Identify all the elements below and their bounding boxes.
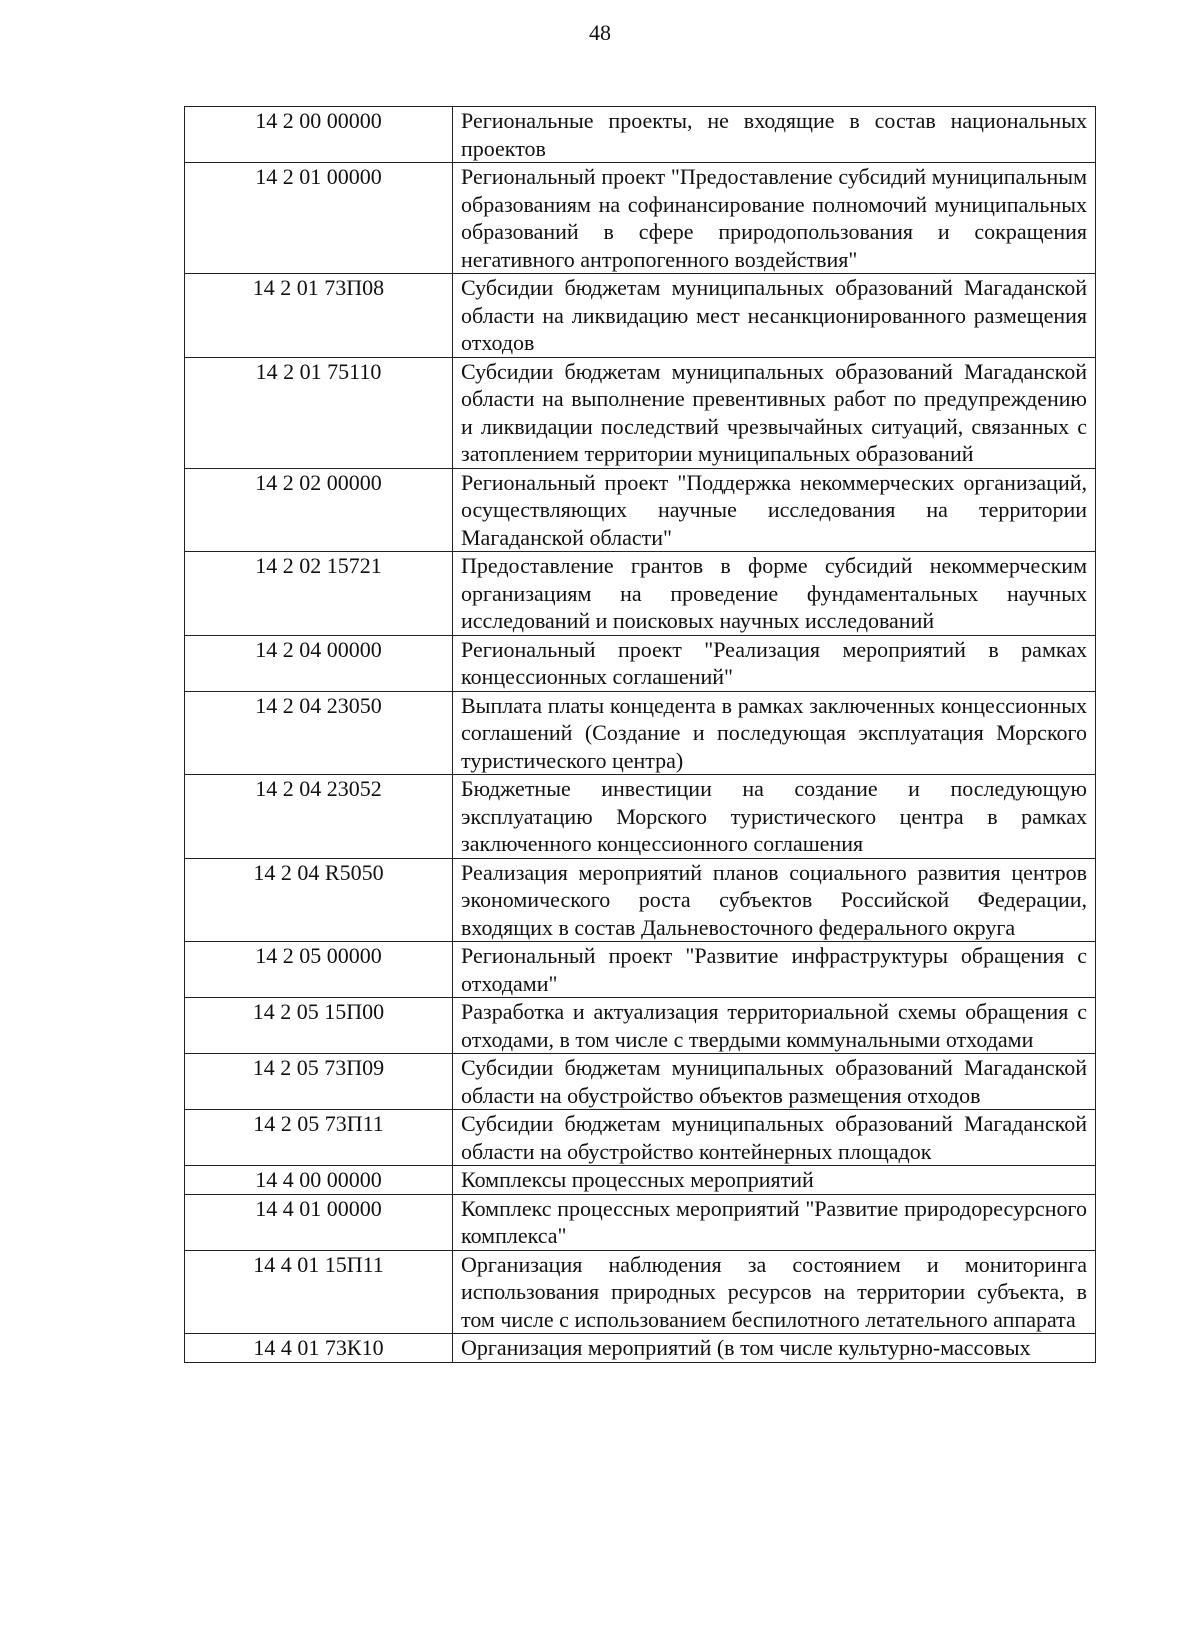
table-row <box>185 942 1096 998</box>
table-row <box>185 635 1096 691</box>
code-description: Субсидии бюджетам муниципальных образований Магаданской области на ликвидацию мест несанкционированного размещения отходов <box>453 274 1096 358</box>
classification-code: 14 2 01 75110 <box>185 357 453 468</box>
classification-code: 14 2 01 00000 <box>185 163 453 274</box>
code-description: Региональный проект "Развитие инфраструктуры обращения с отходами" <box>453 942 1096 998</box>
code-description: Предоставление грантов в форме субсидий некоммерческим организациям на проведение фундаментальных научных исследований и поисковых научных исследований <box>453 552 1096 636</box>
code-description: Разработка и актуализация территориальной схемы обращения с отходами, в том числе с твердыми коммунальными отходами <box>453 998 1096 1054</box>
table-row <box>185 163 1096 274</box>
classification-code: 14 2 02 15721 <box>185 552 453 636</box>
code-description: Субсидии бюджетам муниципальных образований Магаданской области на обустройство контейнерных площадок <box>453 1110 1096 1166</box>
classification-code: 14 4 01 73К10 <box>185 1334 453 1363</box>
table-row <box>185 1110 1096 1166</box>
table-row <box>185 998 1096 1054</box>
code-description: Региональный проект "Поддержка некоммерческих организаций, осуществляющих научные исследования на территории Магаданской области" <box>453 468 1096 552</box>
code-description: Комплексы процессных мероприятий <box>453 1166 1096 1195</box>
code-description: Субсидии бюджетам муниципальных образований Магаданской области на обустройство объектов размещения отходов <box>453 1054 1096 1110</box>
classification-code: 14 2 00 00000 <box>185 107 453 163</box>
classification-code: 14 4 01 00000 <box>185 1194 453 1250</box>
table-row <box>185 858 1096 942</box>
classification-code: 14 4 01 15П11 <box>185 1250 453 1334</box>
classification-code: 14 2 05 15П00 <box>185 998 453 1054</box>
budget-code-table <box>184 106 1096 1363</box>
table-row <box>185 691 1096 775</box>
code-description: Региональный проект "Предоставление субсидий муниципальным образованиям на софинансирование полномочий муниципальных образований в сфере природопользования и сокращения негативного антропогенного воздействия" <box>453 163 1096 274</box>
code-description: Организация наблюдения за состоянием и мониторинга использования природных ресурсов на территории субъекта, в том числе с использованием беспилотного летательного аппарата <box>453 1250 1096 1334</box>
table-row <box>185 107 1096 163</box>
table-row <box>185 1250 1096 1334</box>
code-description: Комплекс процессных мероприятий "Развитие природоресурсного комплекса" <box>453 1194 1096 1250</box>
table-row <box>185 552 1096 636</box>
page-number: 48 <box>589 20 611 45</box>
code-description: Выплата платы концедента в рамках заключенных концессионных соглашений (Создание и последующая эксплуатация Морского туристического центра) <box>453 691 1096 775</box>
classification-code: 14 2 05 73П09 <box>185 1054 453 1110</box>
code-description: Реализация мероприятий планов социального развития центров экономического роста субъектов Российской Федерации, входящих в состав Дальневосточного федерального округа <box>453 858 1096 942</box>
classification-code: 14 2 04 23052 <box>185 775 453 859</box>
classification-code: 14 2 04 00000 <box>185 635 453 691</box>
classification-code: 14 4 00 00000 <box>185 1166 453 1195</box>
code-description: Бюджетные инвестиции на создание и последующую эксплуатацию Морского туристического центра в рамках заключенного концессионного соглашения <box>453 775 1096 859</box>
code-description: Субсидии бюджетам муниципальных образований Магаданской области на выполнение превентивных работ по предупреждению и ликвидации последствий чрезвычайных ситуаций, связанных с затоплением территории муниципальных образований <box>453 357 1096 468</box>
table-row <box>185 1194 1096 1250</box>
table-row <box>185 1334 1096 1363</box>
table-body <box>185 107 1096 1363</box>
classification-code: 14 2 04 23050 <box>185 691 453 775</box>
classification-code: 14 2 05 00000 <box>185 942 453 998</box>
table-row <box>185 274 1096 358</box>
classification-code: 14 2 02 00000 <box>185 468 453 552</box>
code-description: Региональные проекты, не входящие в состав национальных проектов <box>453 107 1096 163</box>
classification-code: 14 2 05 73П11 <box>185 1110 453 1166</box>
code-description: Региональный проект "Реализация мероприятий в рамках концессионных соглашений" <box>453 635 1096 691</box>
table-row <box>185 357 1096 468</box>
table-row <box>185 468 1096 552</box>
table-row <box>185 1166 1096 1195</box>
code-description: Организация мероприятий (в том числе культурно-массовых <box>453 1334 1096 1363</box>
table-row <box>185 775 1096 859</box>
classification-code: 14 2 04 R5050 <box>185 858 453 942</box>
table-row <box>185 1054 1096 1110</box>
classification-code: 14 2 01 73П08 <box>185 274 453 358</box>
